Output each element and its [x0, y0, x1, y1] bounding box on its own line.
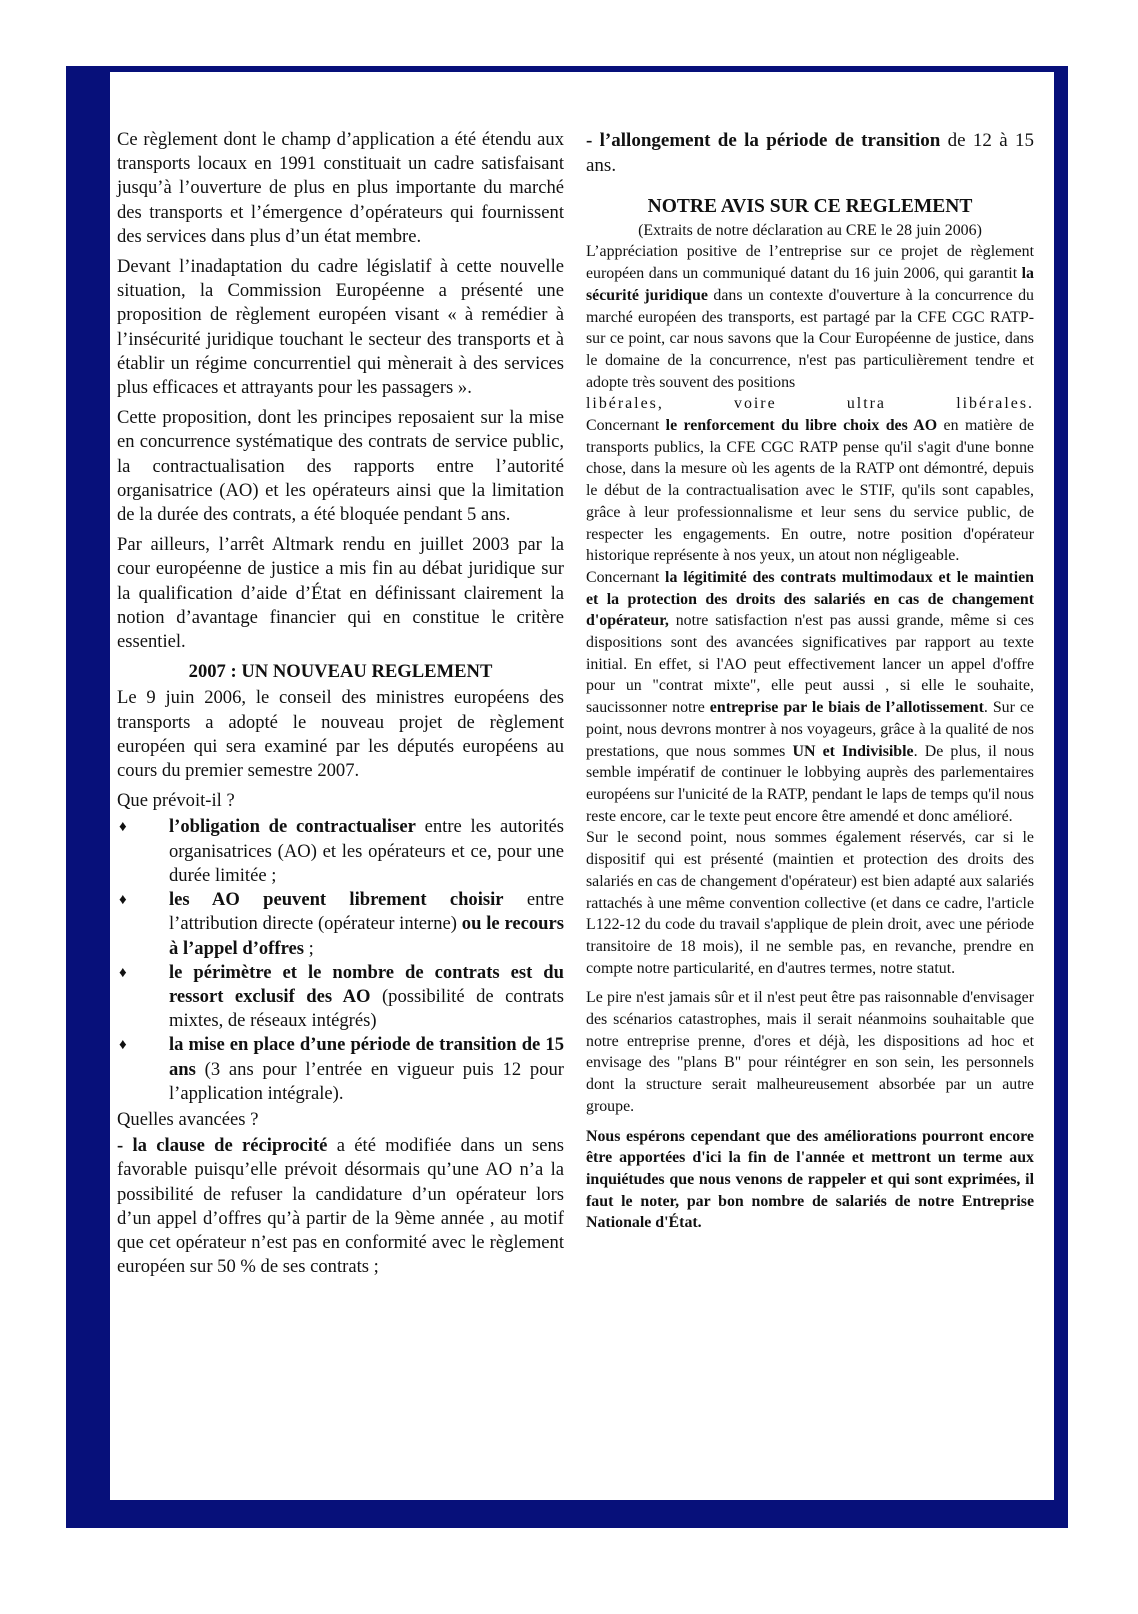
section-subtitle: (Extraits de notre déclaration au CRE le 28 juin 2006) — [638, 221, 982, 239]
bullet-text: (possibilité de contrats mixtes, de réseaux intégrés) — [169, 985, 564, 1032]
bold-run: la légitimité des contrats multimodaux et le maintien et la protection des droits des salariés en cas de changement d'opérateur, — [586, 568, 1034, 630]
spaced-line: libérales, voire ultra libérales. — [586, 395, 1034, 413]
text-run: Concernant — [586, 568, 666, 586]
bullet-item — [117, 1033, 564, 1106]
question-heading: Que prévoit-il ? — [117, 790, 235, 812]
dash-item — [117, 1134, 564, 1279]
closing-paragraph: Nous espérons cependant que des améliorations pourront encore être apportées d'ici la fin de l'année et mettront un terme aux inquiétudes que nous venons de rappeler et qui sont exprimées, il faut le noter, par bon nombre de salariés de notre Entreprise Nationale d'État. — [586, 1127, 1034, 1232]
dash-item-bold: - la clause de réciprocité — [117, 1135, 328, 1157]
diamond-bullet-icon: ♦ — [119, 1037, 127, 1054]
bullet-text: ; — [303, 937, 314, 959]
text-run: L’appréciation positive de l’entreprise sur ce projet de règlement européen dans un communiqué datant du 16 juin 2006, qui garantit — [586, 243, 1034, 283]
text-run: en matière de transports publics, la CFE CGC RATP pense qu'il s'agit d'une bonne chose, dans la mesure où les agents de la RATP ont démontré, depuis le début de la contractualisation avec le STIF, qu'ils sont capables, grâce à leur professionnalisme et leur sens du service public, de respecter les engagements. En outre, notre position d'opérateur historique représente à nos yeux, un atout non négligeable. — [586, 417, 1034, 565]
dash-item-text: de 12 à 15 ans. — [586, 130, 1034, 176]
paragraph — [586, 415, 1034, 567]
paragraph — [586, 567, 1034, 827]
paragraph: Par ailleurs, l’arrêt Altmark rendu en juillet 2003 par la cour européenne de justice a mis fin au débat juridique sur la qualification d’aide d’État en définissant clairement la notion d’avantage financier qui en constitue le critère essentiel. — [117, 534, 564, 653]
text-run: Concernant — [586, 417, 666, 435]
left-column — [117, 128, 564, 1285]
bullet-item — [117, 888, 564, 961]
paragraph — [586, 241, 1034, 393]
diamond-bullet-icon: ♦ — [119, 819, 127, 836]
bold-run: la sécurité juridique — [586, 265, 1034, 304]
bullet-item — [117, 815, 564, 888]
paragraph: Devant l’inadaptation du cadre législatif à cette nouvelle situation, la Commission Européenne a présenté une proposition de règlement européen visant « à remédier à l’insécurité juridique touchant le secteur des transports et à établir un régime concurrentiel qui mènerait à des services plus efficaces et attrayants pour les passagers ». — [117, 256, 564, 399]
paragraph: Cette proposition, dont les principes reposaient sur la mise en concurrence systématique des contrats de service public, la contractualisation des rapports entre l’autorité organisatrice (AO) et les opérateurs ainsi que la limitation de la durée des contrats, a été bloquée pendant 5 ans. — [117, 407, 564, 526]
bullet-text: entre l’attribution directe (opérateur interne) — [169, 889, 564, 935]
bold-run: entreprise par le biais de l’allotissement — [709, 699, 984, 717]
section-title: NOTRE AVIS SUR CE REGLEMENT — [647, 196, 973, 217]
bullet-text: entre les autorités organisatrices (AO) et les opérateurs et ce, pour une durée limitée ; — [169, 816, 564, 886]
bullet-item — [117, 961, 564, 1034]
bold-run: UN et Indivisible — [792, 742, 914, 760]
bullet-bold-text: le périmètre et le nombre de contrats est du ressort exclusif des AO — [169, 961, 564, 1007]
bullet-bold-text: ou le recours à l’appel d’offres — [169, 913, 564, 959]
dash-item-bold: - l’allongement de la période de transition — [586, 130, 941, 151]
text-run: . Sur ce point, nous devrons montrer à nos voyageurs, grâce à la qualité de nos prestations, que nous sommes — [586, 699, 1034, 760]
question-heading: Quelles avancées ? — [117, 1108, 259, 1130]
dash-item — [586, 128, 1034, 178]
section-title: 2007 : UN NOUVEAU REGLEMENT — [188, 661, 493, 683]
paragraph: Le pire n'est jamais sûr et il n'est peut être pas raisonnable d'envisager des scénarios catastrophes, mais il serait néanmoins souhaitable que notre entreprise prenne, d'ores et déjà, les dispositions ad hoc et envisage des "plans B" pour réintégrer en son sein, les personnels dont la structure serait malheureusement absorbée par un autre groupe. — [586, 989, 1034, 1115]
text-run: . De plus, il nous semble impératif de continuer le lobbying auprès des parlementaires européens sur l'unicité de la RATP, pendant le laps de temps qu'il nous reste encore, car le texte peut encore être amendé et donc amélioré. — [586, 742, 1035, 825]
bullet-text: (3 ans pour l’entrée en vigueur puis 12 pour l’application intégrale). — [169, 1058, 564, 1104]
bullet-bold-text: la mise en place d’une période de transition de 15 ans — [169, 1034, 564, 1080]
bullet-bold-text: l’obligation de contractualiser — [169, 816, 416, 838]
text-run: notre satisfaction n'est pas aussi grande, même si ces dispositions sont des avancées significatives par rapport au texte initial. En effet, si l'AO peut effectivement lancer un appel d'offre pour un "contrat mixte", elle peut aussi , si elle le souhaite, saucissonner notre — [586, 612, 1034, 717]
diamond-bullet-icon: ♦ — [119, 892, 127, 909]
right-column — [586, 128, 1034, 1234]
dash-item-text: a été modifiée dans un sens favorable puisqu’elle prévoit désormais qu’une AO n’a la possibilité de refuser la candidature d’un opérateur lors d’un appel d’offres qu’à partir de la 9ème année , au motif que cet opérateur n’est pas en conformité avec le règlement européen sur 50 % de ses contrats ; — [117, 1135, 564, 1278]
paragraph: Sur le second point, nous sommes également réservés, car si le dispositif qui est présenté (maintien et protection des droits des salariés en cas de changement d'opérateur) est bien adapté aux salariés rattachés à une même convention collective (et dans ce cadre, l'article L122-12 du code du travail s'applique de plein droit, avec une période transitoire de 18 mois), il ne semble pas, en revanche, prendre en compte notre particularité, en d'autres termes, notre statut. — [586, 829, 1034, 977]
text-run: dans un contexte d'ouverture à la concurrence du marché européen des transports, est partagé par la CFE CGC RATP- sur ce point, car nous savons que la Cour Européenne de justice, dans le domaine de la concurrence, n'est pas particulièrement tendre et adopte très souvent des positions — [586, 286, 1034, 391]
bold-run: le renforcement du libre choix des AO — [665, 417, 938, 435]
bullet-bold-text: les AO peuvent librement choisir — [169, 889, 504, 911]
diamond-bullet-icon: ♦ — [119, 964, 127, 981]
bullet-list — [117, 815, 564, 1105]
paragraph: Le 9 juin 2006, le conseil des ministres européens des transports a adopté le nouveau projet de règlement européen qui sera examiné par les députés européens au cours du premier semestre 2007. — [117, 687, 564, 782]
paragraph: Ce règlement dont le champ d’application a été étendu aux transports locaux en 1991 constituait un cadre satisfaisant jusqu’à l’ouverture de plus en plus importante du marché des transports et l’émergence d’opérateurs qui fournissent des services dans plus d’un état membre. — [117, 129, 564, 247]
